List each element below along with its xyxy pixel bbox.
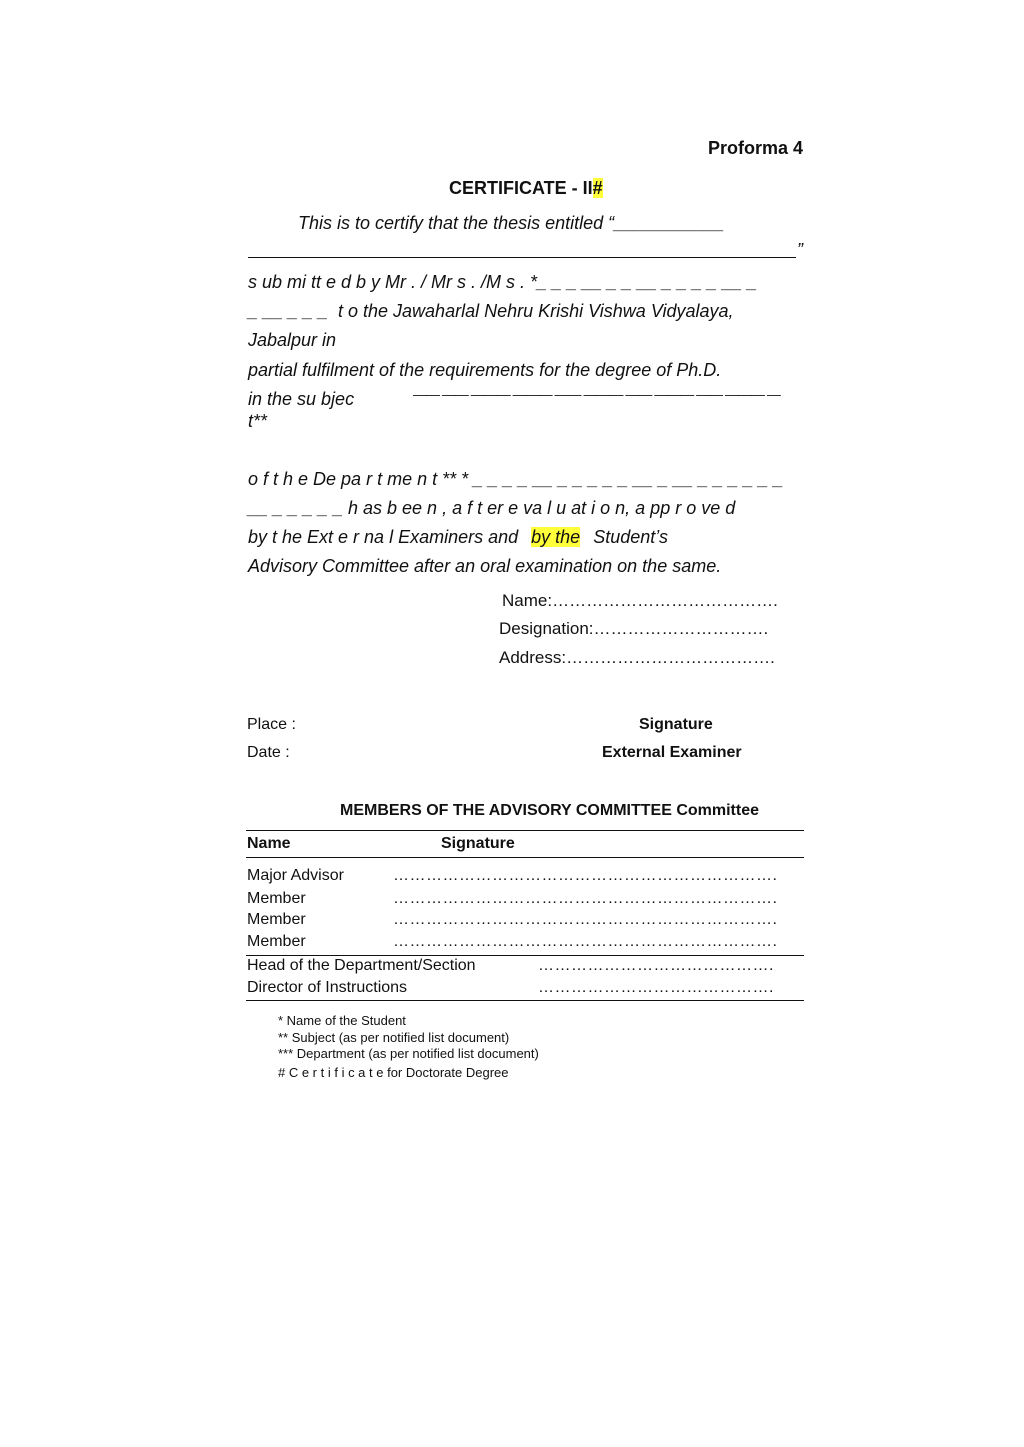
- thesis-title-underline: [248, 257, 796, 258]
- certificate-title: [449, 178, 603, 199]
- committee-col-name: Name: [247, 835, 291, 852]
- committee-mid-rule: [246, 955, 804, 956]
- body-line-12: Advisory Committee after an oral examination on the same.: [248, 556, 722, 576]
- examiner-name-field: Name:………………………………….: [502, 591, 778, 610]
- signature-label: Signature: [639, 716, 713, 733]
- footnote-certificate: # C e r t i f i c a t e for Doctorate Degree: [278, 1065, 509, 1080]
- body-line-4a: _ __ _ _ _: [248, 301, 329, 321]
- examiner-designation-field: Designation:………………………….: [499, 619, 769, 638]
- committee-col-signature: Signature: [441, 835, 515, 852]
- committee-row-signature-line: …………………………………………………………….: [393, 933, 778, 950]
- committee-row-role: Member: [247, 890, 306, 907]
- committee-row-signature-line: …………………………………………………………….: [393, 911, 778, 928]
- highlighted-phrase: by the: [531, 527, 581, 547]
- date-label: Date :: [247, 744, 290, 761]
- committee-bottom-rule: [246, 1000, 804, 1001]
- body-line-11b: Student’s: [593, 527, 668, 547]
- body-line-8: t**: [248, 411, 268, 431]
- head-of-department-label: Head of the Department/Section: [247, 957, 476, 974]
- body-line-2-quote: ”: [797, 240, 803, 260]
- external-examiner-label: External Examiner: [602, 744, 742, 761]
- body-line-7a: in the su bjec: [248, 389, 355, 409]
- committee-row-signature-line: …………………………………………………………….: [393, 890, 778, 907]
- committee-row-role: Member: [247, 933, 306, 950]
- body-line-11a: by t he Ext e r na l Examiners and: [248, 527, 519, 547]
- footnote-student: * Name of the Student: [278, 1013, 406, 1028]
- subject-blank: —— —— ——— ——— —— ——— —— ——— —— ——— —: [413, 386, 780, 402]
- body-line-10b: h as b ee n , a f t er e va l u at i o n, a pp r o ve d: [348, 498, 736, 518]
- proforma-label: Proforma 4: [708, 138, 804, 158]
- footnote-subject: ** Subject (as per notified list document): [278, 1030, 510, 1045]
- director-of-instructions-label: Director of Instructions: [247, 979, 408, 996]
- body-line-6: partial fulfilment of the requirements for the degree of Ph.D.: [248, 360, 722, 380]
- body-line-5: Jabalpur in: [248, 330, 337, 350]
- certificate-title-text: CERTIFICATE - II: [449, 178, 593, 198]
- committee-top-rule: [246, 830, 804, 831]
- footnote-department: *** Department (as per notified list document): [278, 1046, 539, 1061]
- committee-row-role: Member: [247, 911, 306, 928]
- head-of-department-signature-line: …………………………………….: [538, 957, 774, 974]
- body-line-1: This is to certify that the thesis entitled “___________: [298, 213, 725, 233]
- committee-row-signature-line: …………………………………………………………….: [393, 867, 778, 884]
- body-line-4b: t o the Jawaharlal Nehru Krishi Vishwa Vidyalaya,: [338, 301, 734, 321]
- examiner-address-field: Address:……………………………….: [499, 648, 775, 667]
- body-line-3: s ub mi tt e d b y Mr . / Mr s . /M s . *_ _ _ __ _ _ __ _ _ _ _ __ _: [248, 272, 758, 292]
- place-label: Place :: [247, 716, 296, 733]
- body-line-9: o f t h e De pa r t me n t ** * _ _ _ _ __ _ _ _ _ _ __ _ __ _ _ _ _ _ _: [248, 469, 784, 489]
- director-of-instructions-signature-line: …………………………………….: [538, 979, 774, 996]
- committee-title: MEMBERS OF THE ADVISORY COMMITTEE Committee: [340, 802, 759, 819]
- certificate-mark: #: [592, 178, 603, 198]
- body-line-11: [248, 527, 668, 548]
- body-line-10a: __ _ _ _ _ _: [248, 498, 344, 518]
- committee-header-rule: [246, 857, 804, 858]
- committee-row-role: Major Advisor: [247, 867, 344, 884]
